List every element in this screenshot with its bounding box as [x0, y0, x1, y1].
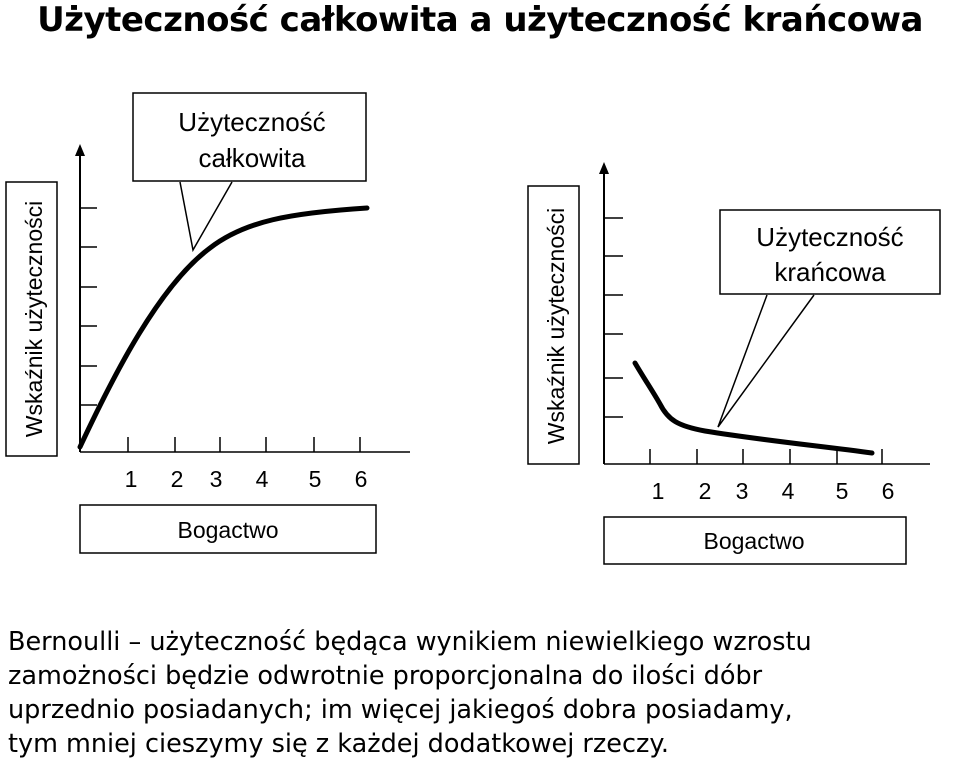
left-y-axis-arrow — [75, 144, 85, 156]
marginal-utility-curve — [635, 363, 872, 453]
right-x-tick-label: 6 — [881, 478, 895, 504]
caption-line: uprzednio posiadanych; im więcej jakiegoś dobra posiadamy, — [8, 695, 793, 725]
marginal-utility-callout-line2: krańcowa — [774, 257, 886, 287]
total-utility-curve — [80, 208, 367, 447]
right-y-ticks — [604, 218, 623, 417]
left-x-tick-label: 3 — [209, 466, 223, 492]
left-x-ticks — [128, 437, 360, 452]
right-y-axis-arrow — [599, 162, 609, 174]
page-title: Użyteczność całkowita a użyteczność krańcowa — [37, 0, 923, 40]
right-chart — [528, 162, 940, 564]
left-x-tick-labels — [125, 466, 368, 492]
caption-line: zamożności będzie odwrotnie proporcjonalna do ilości dóbr — [8, 661, 763, 691]
total-utility-callout-line2: całkowita — [198, 143, 306, 173]
right-x-tick-label: 1 — [651, 478, 665, 504]
left-x-tick-label: 2 — [170, 466, 184, 492]
marginal-utility-callout-line1: Użyteczność — [756, 222, 904, 252]
left-x-tick-label: 6 — [354, 466, 368, 492]
right-x-axis-label: Bogactwo — [703, 528, 805, 554]
left-y-ticks — [80, 208, 97, 405]
right-x-tick-label: 2 — [698, 478, 712, 504]
left-chart — [6, 93, 410, 553]
caption-line: tym mniej cieszymy się z każdej dodatkowej rzeczy. — [8, 729, 669, 759]
left-y-axis-label: Wskaźnik użyteczności — [21, 200, 47, 438]
right-y-axis-label: Wskaźnik użyteczności — [543, 207, 569, 445]
left-x-tick-label: 5 — [308, 466, 322, 492]
right-x-tick-labels — [652, 478, 895, 504]
right-x-tick-label: 3 — [735, 478, 749, 504]
left-x-axis-label: Bogactwo — [177, 517, 279, 543]
caption-line: Bernoulli – użyteczność będąca wynikiem niewielkiego wzrostu — [8, 627, 812, 657]
left-x-tick-label: 4 — [255, 466, 269, 492]
right-x-tick-label: 4 — [781, 478, 795, 504]
caption — [8, 625, 958, 761]
marginal-utility-callout-pointer — [718, 295, 814, 427]
total-utility-callout-line1: Użyteczność — [178, 107, 326, 137]
left-x-tick-label: 1 — [124, 466, 138, 492]
right-x-tick-label: 5 — [835, 478, 849, 504]
